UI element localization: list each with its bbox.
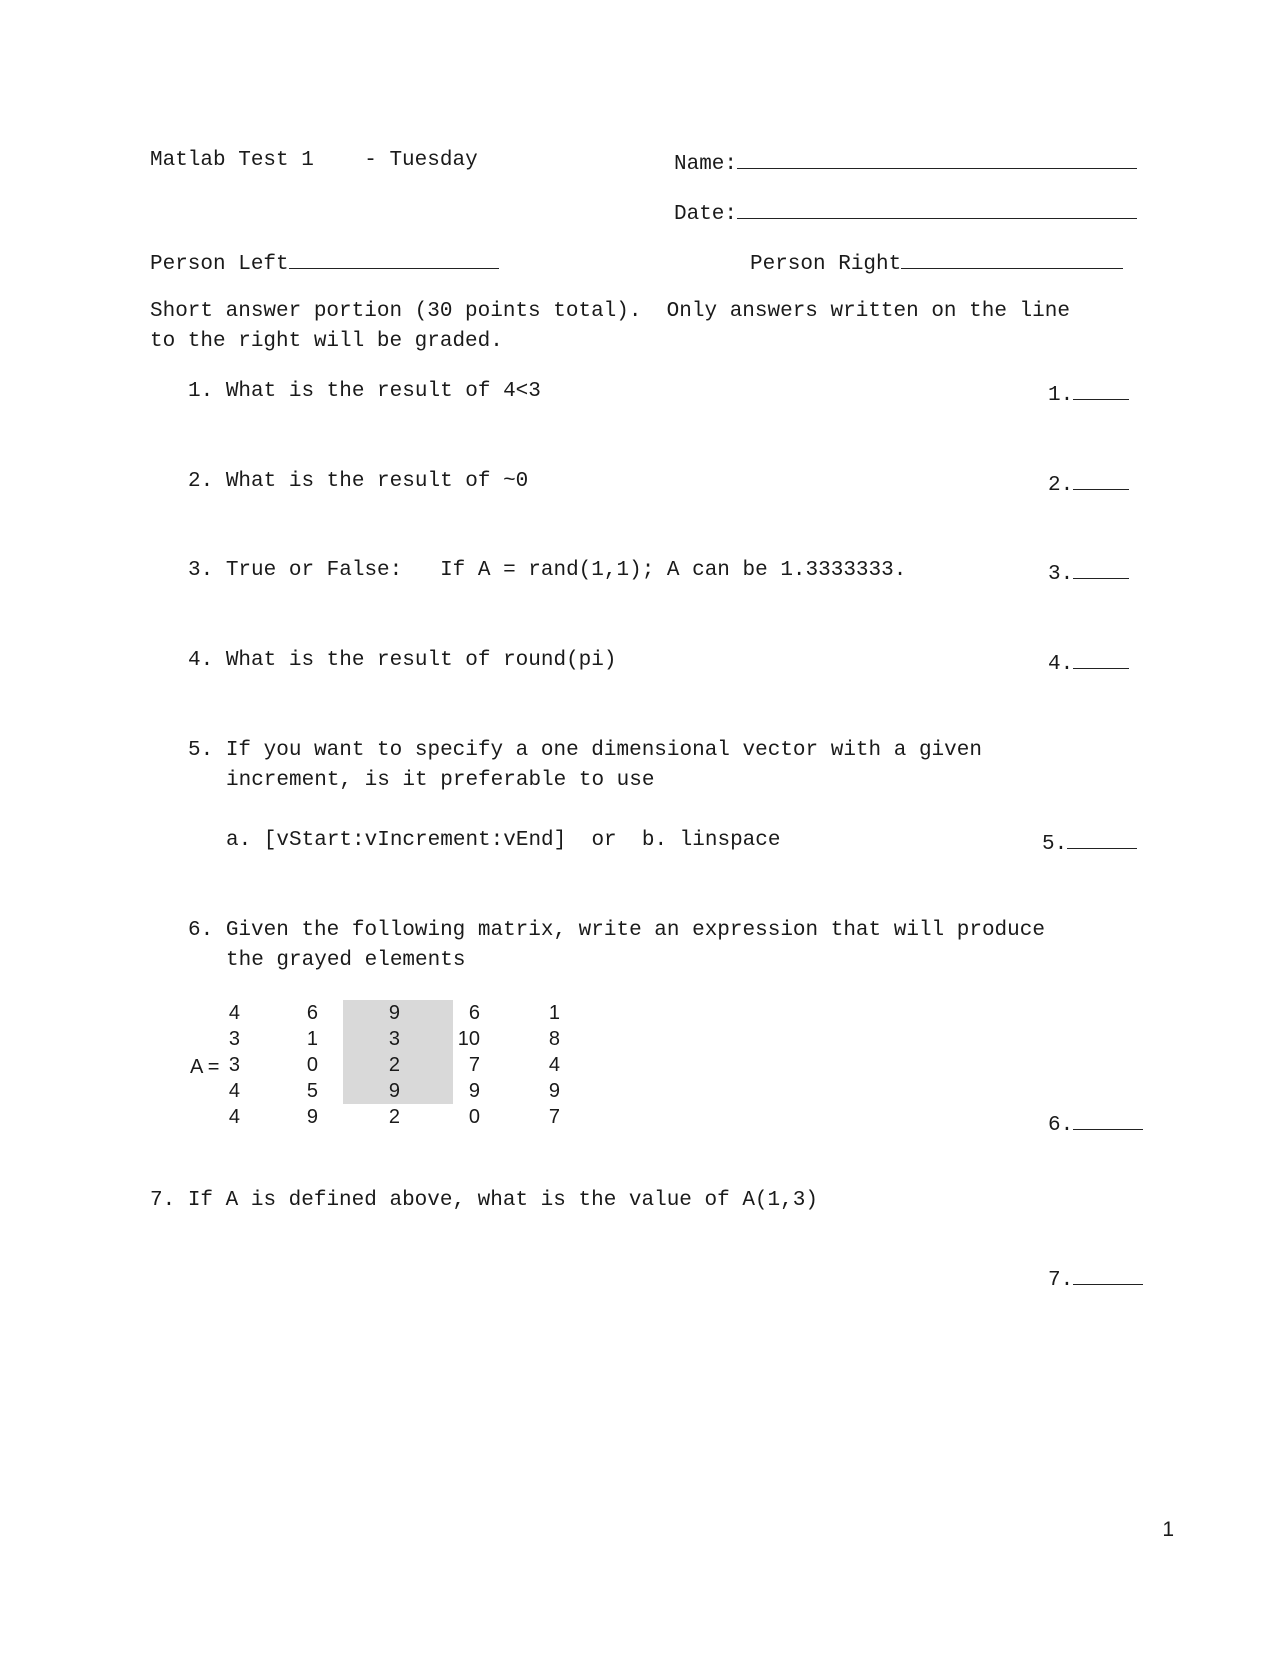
- person-right-label: Person Right: [750, 253, 902, 276]
- date-blank[interactable]: [737, 196, 1137, 219]
- answer-1[interactable]: 1.: [1048, 377, 1129, 411]
- answer-5[interactable]: 5.: [1042, 826, 1137, 860]
- person-right-blank[interactable]: [901, 246, 1123, 269]
- matrix-cell: 9: [468, 1080, 480, 1102]
- question-5-line-2: increment, is it preferable to use: [226, 769, 655, 792]
- matrix-cell: 4: [228, 1080, 240, 1102]
- matrix-cell: 9: [388, 1002, 400, 1024]
- matrix: [190, 1000, 630, 1140]
- answer-6-blank[interactable]: [1073, 1107, 1143, 1130]
- matrix-cell: 4: [228, 1002, 240, 1024]
- answer-2-blank[interactable]: [1073, 467, 1129, 490]
- matrix-label: A =: [190, 1056, 220, 1078]
- page-number: 1: [1162, 1518, 1174, 1541]
- person-right-field[interactable]: [750, 246, 1123, 280]
- answer-3-blank[interactable]: [1073, 556, 1129, 579]
- question-5-options: a. [vStart:vIncrement:vEnd] or b. linspace: [226, 829, 781, 852]
- question-2: 2. What is the result of ~0: [188, 470, 529, 493]
- matrix-cell: 6: [306, 1002, 318, 1024]
- matrix-cell: 7: [468, 1054, 480, 1076]
- name-label: Name:: [674, 153, 738, 176]
- question-6: 6. Given the following matrix, write an expression that will produce: [188, 919, 1045, 942]
- question-5: 5. If you want to specify a one dimensional vector with a given: [188, 739, 982, 762]
- name-field[interactable]: [674, 146, 1137, 180]
- answer-1-blank[interactable]: [1073, 377, 1129, 400]
- answer-7-blank[interactable]: [1073, 1262, 1143, 1285]
- matrix-cell: 9: [548, 1080, 560, 1102]
- matrix-cell: 4: [548, 1054, 560, 1076]
- question-7: 7. If A is defined above, what is the value of A(1,3): [150, 1189, 818, 1212]
- answer-7[interactable]: 7.: [1048, 1262, 1143, 1296]
- matrix-cell: 8: [548, 1028, 560, 1050]
- question-3: 3. True or False: If A = rand(1,1); A can be 1.3333333.: [188, 559, 907, 582]
- name-blank[interactable]: [737, 146, 1137, 169]
- question-1: 1. What is the result of 4<3: [188, 380, 541, 403]
- test-title: Matlab Test 1 - Tuesday: [150, 149, 478, 172]
- answer-5-blank[interactable]: [1067, 826, 1137, 849]
- matrix-cell: 0: [468, 1106, 480, 1128]
- answer-4[interactable]: 4.: [1048, 646, 1129, 680]
- answer-6[interactable]: 6.: [1048, 1107, 1143, 1141]
- person-left-field[interactable]: [150, 246, 499, 280]
- matrix-cell: 2: [388, 1054, 400, 1076]
- question-4: 4. What is the result of round(pi): [188, 649, 617, 672]
- intro-line-1: Short answer portion (30 points total). Only answers written on the line: [150, 300, 1070, 323]
- question-6-line-2: the grayed elements: [226, 949, 466, 972]
- matrix-cell: 3: [388, 1028, 400, 1050]
- date-label: Date:: [674, 203, 738, 226]
- intro-line-2: to the right will be graded.: [150, 330, 503, 353]
- matrix-cell: 9: [306, 1106, 318, 1128]
- answer-2[interactable]: 2.: [1048, 467, 1129, 501]
- matrix-cell: 0: [306, 1054, 318, 1076]
- matrix-cell: 3: [228, 1028, 240, 1050]
- matrix-cell: 2: [388, 1106, 400, 1128]
- matrix-cell: 1: [306, 1028, 318, 1050]
- matrix-cell: 4: [228, 1106, 240, 1128]
- answer-4-blank[interactable]: [1073, 646, 1129, 669]
- date-field[interactable]: [674, 196, 1137, 230]
- matrix-cell: 9: [388, 1080, 400, 1102]
- matrix-cell: 10: [457, 1028, 480, 1050]
- answer-3[interactable]: 3.: [1048, 556, 1129, 590]
- person-left-label: Person Left: [150, 253, 289, 276]
- matrix-cell: 5: [306, 1080, 318, 1102]
- matrix-cell: 1: [548, 1002, 560, 1024]
- matrix-cell: 3: [228, 1054, 240, 1076]
- person-left-blank[interactable]: [289, 246, 499, 269]
- matrix-cell: 6: [468, 1002, 480, 1024]
- matrix-cell: 7: [548, 1106, 560, 1128]
